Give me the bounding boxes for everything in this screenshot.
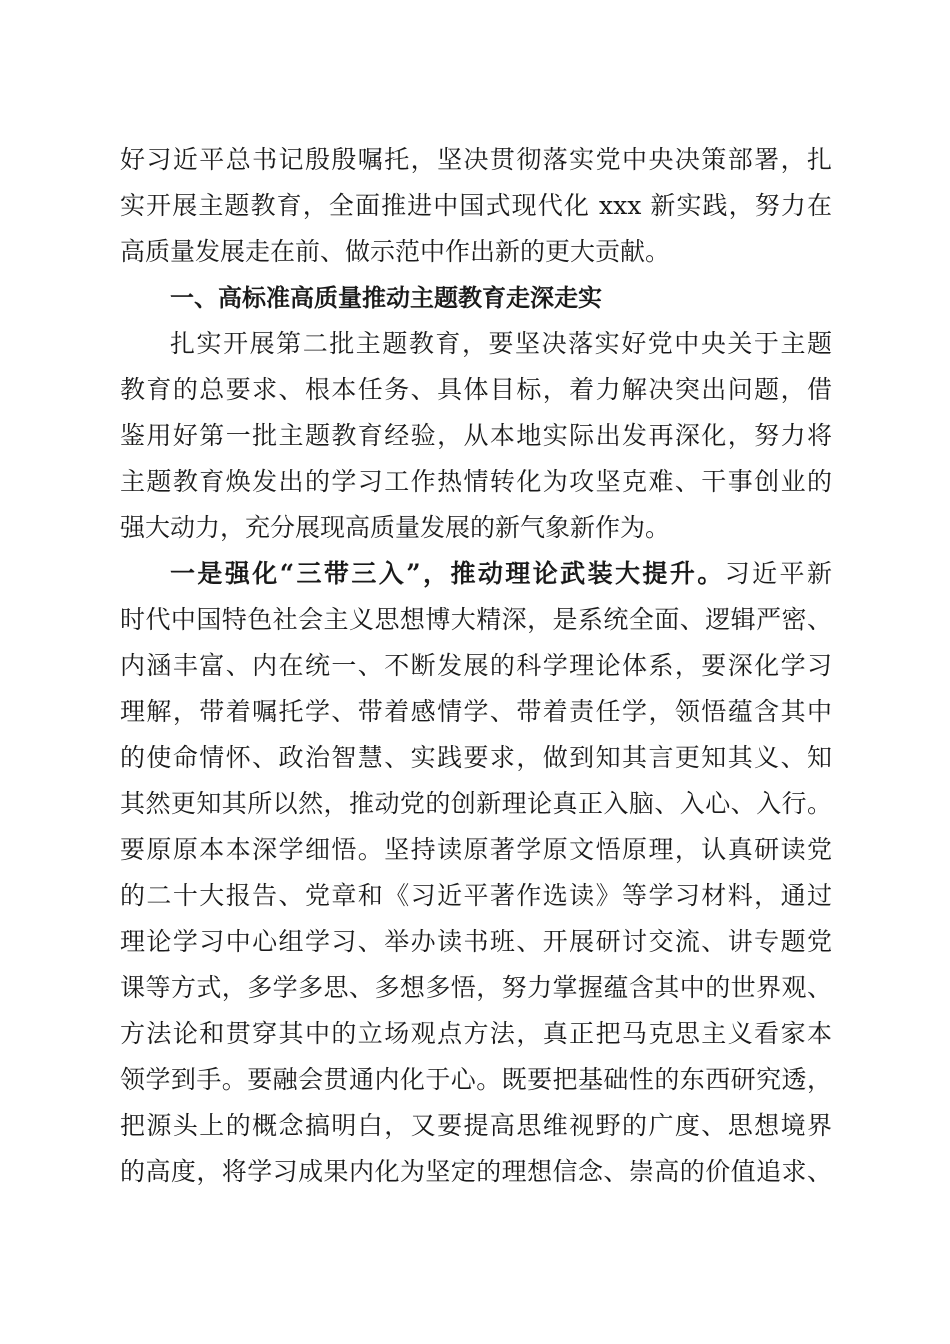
- text-line: 把源头上的概念搞明白，又要提高思维视野的广度、思想境界: [120, 1111, 832, 1140]
- text-line: 实开展主题教育，全面推进中国式现代化 xxx 新实践，努力在: [120, 191, 832, 220]
- text-line: 扎实开展第二批主题教育，要坚决落实好党中央关于主题: [170, 329, 832, 358]
- text-line: 时代中国特色社会主义思想博大精深，是系统全面、逻辑严密、: [120, 605, 832, 634]
- text-line: 教育的总要求、根本任务、具体目标，着力解决突出问题，借: [120, 375, 832, 404]
- text-line: 好习近平总书记殷殷嘱托，坚决贯彻落实党中央决策部署，扎: [120, 145, 832, 174]
- text-line: 强大动力，充分展现高质量发展的新气象新作为。: [120, 513, 671, 542]
- point-one-lead: 一是强化“三带三入”，推动理论武装大提升。: [170, 559, 725, 588]
- text-line: 领学到手。要融会贯通内化于心。既要把基础性的东西研究透，: [120, 1065, 832, 1094]
- text-line: 理解，带着嘱托学、带着感情学、带着责任学，领悟蕴含其中: [120, 697, 832, 726]
- text-line: 方法论和贯穿其中的立场观点方法，真正把马克思主义看家本: [120, 1019, 832, 1048]
- text-line: 主题教育焕发出的学习工作热情转化为攻坚克难、干事创业的: [120, 467, 832, 496]
- text-line: 的使命情怀、政治智慧、实践要求，做到知其言更知其义、知: [120, 743, 832, 772]
- text-line: 的二十大报告、党章和《习近平著作选读》等学习材料，通过: [120, 881, 832, 910]
- point-one-first-line-rest: 习近平新: [724, 559, 832, 588]
- point-one-first-line: [170, 554, 832, 594]
- text-line: 理论学习中心组学习、举办读书班、开展研讨交流、讲专题党: [120, 927, 832, 956]
- text-line: 课等方式，多学多思、多想多悟，努力掌握蕴含其中的世界观、: [120, 973, 832, 1002]
- text-line: 的高度，将学习成果内化为坚定的理想信念、崇高的价值追求、: [120, 1157, 832, 1186]
- text-line: 其然更知其所以然，推动党的创新理论真正入脑、入心、入行。: [120, 789, 832, 818]
- text-line: 鉴用好第一批主题教育经验，从本地实际出发再深化，努力将: [120, 421, 832, 450]
- section-heading: 一、高标准高质量推动主题教育走深走实: [170, 284, 602, 312]
- text-line: 高质量发展走在前、做示范中作出新的更大贡献。: [120, 237, 671, 266]
- text-line: 内涵丰富、内在统一、不断发展的科学理论体系，要深化学习: [120, 651, 832, 680]
- text-line: 要原原本本深学细悟。坚持读原著学原文悟原理，认真研读党: [120, 835, 832, 864]
